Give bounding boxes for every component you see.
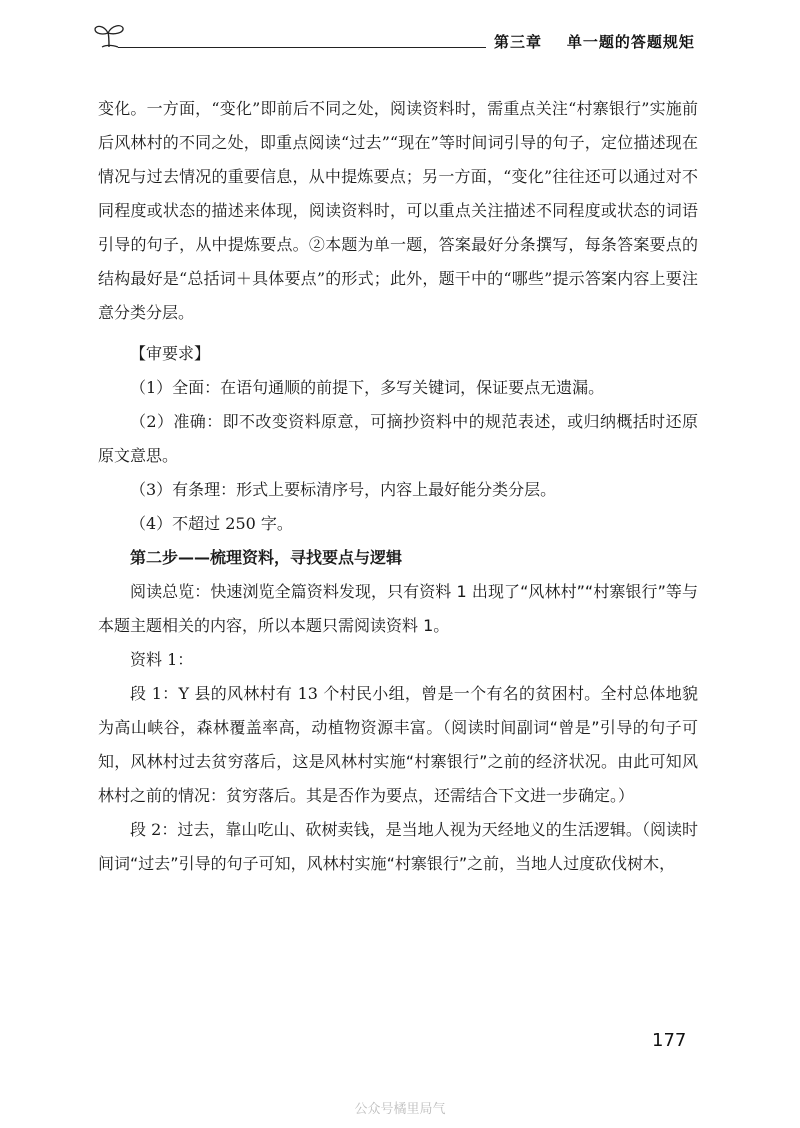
review-requirements-heading: 【审要求】 bbox=[130, 344, 211, 363]
header-rule bbox=[118, 47, 486, 48]
paragraph-continued: 变化。一方面，“变化”即前后不同之处，阅读资料时，需重点关注“村寨银行”实施前后风林村的不同之处，即重点阅读“过去”“现在”等时间词引导的句子，定位描述现在情况与过去情况的重要信息，从中提炼要点；另一方面，“变化”往往还可以通过对不同程度或状态的描述来体现，阅读资料时，可以重点关注描述不同程度或状态的词语引导的句子，从中提炼要点。②本题为单一题，答案最好分条撰写，每条答案要点的结构最好是“总括词＋具体要点”的形式；此外，题干中的“哪些”提示答案内容上要注意分类分层。 bbox=[98, 99, 698, 322]
page-number: 177 bbox=[652, 1030, 687, 1051]
running-header bbox=[0, 0, 800, 60]
segment-1-note: （阅读时间副词“曾是”引导的句子可知，风林村过去贫穷落后，这是风林村实施“村寨银行”之前的经济状况。由此可知风林村之前的情况：贫穷落后。其是否作为要点，还需结合下文进一步确定。） bbox=[98, 718, 698, 805]
chapter-title: 单一题的答题规矩 bbox=[566, 33, 695, 51]
segment-2 bbox=[98, 813, 698, 881]
sprout-icon bbox=[92, 22, 126, 48]
requirement-1: （1）全面：在语句通顺的前提下，多写关键词，保证要点无遗漏。 bbox=[130, 378, 605, 397]
header-title bbox=[494, 31, 695, 52]
segment-1-text: 段 1：Y 县的风林村有 13 个村民小组，曾是一个有名的贫困村。全村总体地貌为高山峡谷，森林覆盖率高，动植物资源丰富。 bbox=[98, 684, 698, 737]
segment-2-text: 段 2：过去，靠山吃山、砍树卖钱，是当地人视为天经地义的生活逻辑。 bbox=[130, 820, 642, 839]
requirement-4: （4）不超过 250 字。 bbox=[130, 514, 293, 533]
requirement-2: （2）准确：即不改变资料原意，可摘抄资料中的规范表述，或归纳概括时还原原文意思。 bbox=[98, 412, 698, 465]
step-2-heading: 第二步——梳理资料，寻找要点与逻辑 bbox=[130, 548, 403, 567]
body-text bbox=[98, 92, 698, 881]
segment-1 bbox=[98, 677, 698, 813]
requirement-3: （3）有条理：形式上要标清序号，内容上最好能分类分层。 bbox=[130, 480, 557, 499]
watermark: 公众号橘里局气 bbox=[354, 1102, 446, 1117]
material-label: 资料 1： bbox=[130, 650, 194, 669]
chapter-label: 第三章 bbox=[494, 33, 543, 51]
reading-overview: 阅读总览：快速浏览全篇资料发现，只有资料 1 出现了“风林村”“村寨银行”等与本题主题相关的内容，所以本题只需阅读资料 1。 bbox=[98, 582, 698, 635]
segment-2-note: （阅读时间词“过去”引导的句子可知，风林村实施“村寨银行”之前，当地人过度砍伐树木， bbox=[98, 820, 698, 873]
